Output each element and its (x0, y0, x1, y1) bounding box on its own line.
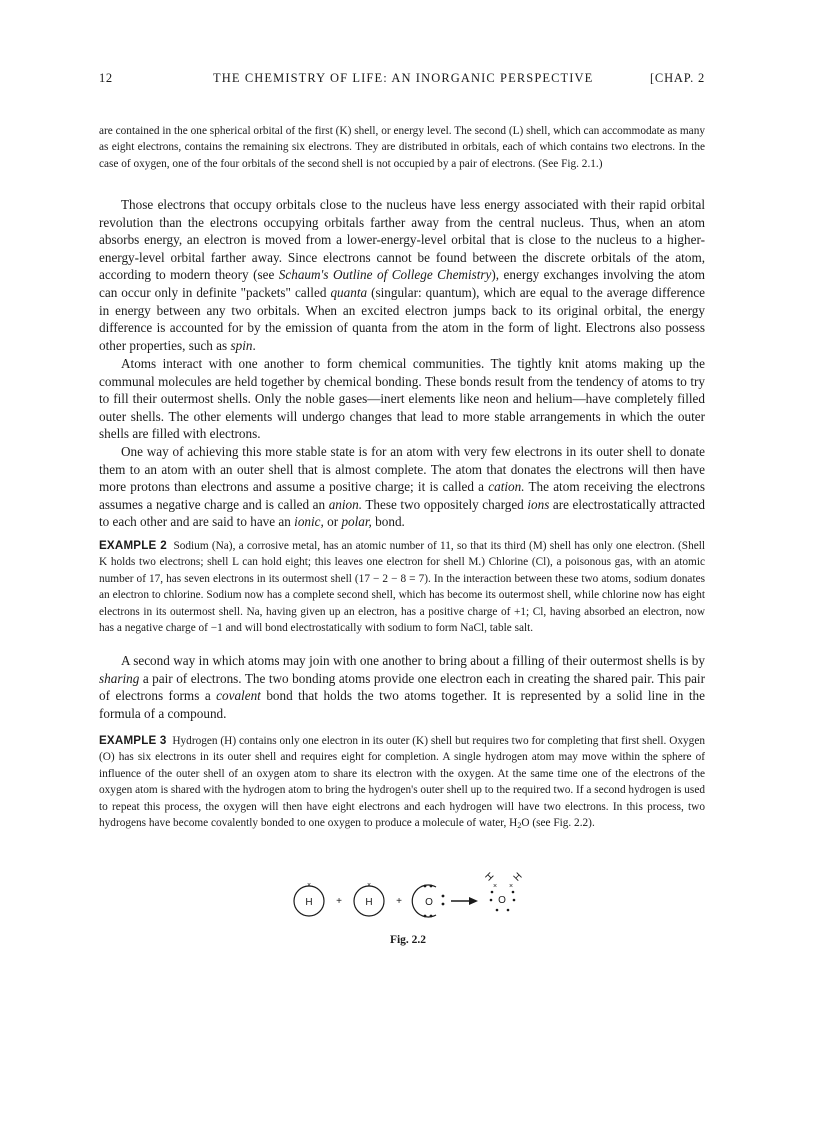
text-run: One way of achieving this more stable state is for an atom with very few electrons in its outer shell to donate them to an atom with an outer shell that is almost complete. The atom that donates the electrons will then have more protons than electrons and assume a positive charge; it is called a (99, 444, 705, 495)
reaction-arrow (451, 897, 478, 905)
text-run: O (see Fig. 2.2). (521, 817, 595, 830)
product-electron-dot (512, 891, 515, 894)
paragraph-covalent-bond (99, 652, 705, 722)
term-polar: polar, (341, 514, 372, 530)
term-anion: anion. (328, 496, 363, 512)
text-run: bond. (371, 514, 405, 530)
term-covalent: covalent (216, 688, 261, 704)
text-run: Those electrons that occupy orbitals close to the nucleus have less energy associated with their rapid orbital revolution than the electrons occupying orbitals farther away from the central nucleus. Thus, when an atom absorbs energy, an electron is moved from a lower-energy-level orbital that is close to the nucleus to a higher-energy-level orbital farther away. Since electrons cannot be found between the discrete orbitals of the atom, according to modern theory (see (99, 197, 705, 283)
water-formation-diagram (280, 862, 540, 942)
term-sharing: sharing (99, 670, 140, 686)
figure-caption: Fig. 2.2 (389, 934, 427, 946)
product-electron-dot (496, 909, 499, 912)
paragraph-text (99, 652, 705, 722)
hydrogen-symbol-1: H (305, 897, 313, 908)
example-text (99, 538, 705, 636)
term-ions: ions (527, 496, 550, 512)
electron-x-hydrogen-1: × (306, 882, 312, 889)
product-oxygen-symbol: O (498, 895, 506, 906)
paragraph-text (99, 443, 705, 531)
paragraph-chemical-bonding (99, 355, 705, 443)
plus-sign-1: + (336, 896, 342, 907)
product-electron-dot (507, 909, 510, 912)
chapter-label: [CHAP. 2 (649, 71, 705, 85)
text-run: A second way in which atoms may join with one another to bring about a filling of their outermost shells is by (121, 653, 705, 668)
text-run: are electrostatically attracted to each other and are said to have an (99, 496, 705, 530)
product-hydrogen-2: H (511, 870, 525, 884)
running-title: THE CHEMISTRY OF LIFE: AN INORGANIC PERSPECTIVE (213, 71, 594, 85)
oxygen-electron-dot (424, 885, 427, 888)
text-run: bond that holds the two atoms together. It is represented by a solid line in the formula of a compound. (99, 688, 705, 721)
subscript: 2 (517, 821, 522, 831)
electron-x-product-1: × (492, 883, 498, 890)
figure-2-2 (280, 862, 540, 942)
text-run: These two oppositely charged (362, 496, 528, 512)
paragraph-orbitals-energy (99, 196, 705, 354)
oxygen-electron-dot (442, 903, 445, 906)
text-run: or (323, 514, 342, 530)
example-2 (99, 538, 705, 636)
product-hydrogen-1: H (482, 870, 496, 884)
oxygen-electron-dot (442, 895, 445, 898)
text-run: Sodium (Na), a corrosive metal, has an atomic number of 11, so that its third (M) shell has only one electron. (Shell K holds two electrons; shell L can hold eight; this leaves one electron for shell M.) Chlorine (Cl), a poisonous gas, with an atomic number of 17, has seven electrons in its outermost shell (17 − 2 − 8 = 7). In the interaction between these two atoms, sodium donates an electron to chlorine. Sodium now has a complete second shell, which has become its outermost shell, while chlorine now has eight electrons in its outermost shell. Na, having given up an electron, has a positive charge of +1; Cl, having absorbed an electron, now has a negative charge of −1 and will bond electrostatically with sodium to form NaCl, table salt. (99, 540, 706, 635)
example-text (99, 733, 705, 831)
text-run: Hydrogen (H) contains only one electron in its outer (K) shell but requires two for completing that first shell. Oxygen (O) has six electrons in its outer shell and requires eight for completion. A single hydrogen atom may move within the sphere of influence of the outer shell of an oxygen atom to share its electron with the oxygen. At the same time one of the electrons of the oxygen atom is shared with the hydrogen atom to bring the hydrogen's outer shell up to the required two. If a second hydrogen is used to repeat this process, the oxygen will then have eight electrons and each hydrogen will have two electrons. In this process, two hydrogens have become covalently bonded to one oxygen to produce a molecule of water, H (99, 735, 705, 830)
paragraph-ionic-bond (99, 443, 705, 531)
paragraph-continuation (99, 123, 705, 172)
product-electron-dot (513, 899, 516, 902)
electron-x-hydrogen-2: × (366, 882, 372, 889)
example-label: EXAMPLE 3 (99, 734, 167, 747)
text-run: ), energy exchanges involving the atom can occur only in definite "packets" called (99, 267, 705, 300)
paragraph-text: Atoms interact with one another to form chemical communities. The tightly knit atoms making up the communal molecules are held together by chemical bonding. These bonds result from the tendency of atoms to try to fill their outermost shells. Only the noble gases—inert elements like neon and helium—have completely filled outer shells. The other elements will undergo changes that lead to more stable arrangements in which the outer shells are filled with electrons. (99, 356, 705, 442)
text-run: a pair of electrons. The two bonding atoms provide one electron each in creating the shared pair. This pair of electrons forms a (99, 670, 705, 704)
term-cation: cation. (488, 479, 525, 495)
oxygen-symbol: O (425, 897, 433, 908)
paragraph-text (99, 196, 705, 354)
plus-sign-2: + (396, 896, 402, 907)
oxygen-electron-dot (424, 915, 427, 918)
page-number: 12 (99, 71, 113, 85)
paragraph-text: are contained in the one spherical orbital of the first (K) shell, or energy level. The second (L) shell, which can accommodate as many as eight electrons, contains the remaining six electrons. They are distributed in orbitals, each of which contains two electrons. In the case of oxygen, one of the four orbitals of the second shell is not occupied by a pair of electrons. (See Fig. 2.1.) (99, 125, 705, 170)
hydrogen-symbol-2: H (365, 897, 373, 908)
term-ionic: ionic, (294, 514, 324, 530)
oxygen-electron-dot (430, 885, 433, 888)
term-quanta: quanta (330, 284, 368, 300)
product-electron-dot (491, 891, 494, 894)
text-run: The atom receiving the electrons assumes a negative charge and is called an (99, 479, 705, 512)
example-3 (99, 733, 705, 831)
oxygen-electron-dot (430, 915, 433, 918)
product-electron-dot (490, 899, 493, 902)
text-run: (singular: quantum), which are equal to the average difference in energy between any two orbitals. When an excited electron jumps back to its original orbital, the energy difference is accounted for by the emission of quanta from the atom in the form of light. Electrons also possess other properties, such as (99, 284, 705, 353)
example-label: EXAMPLE 2 (99, 539, 167, 552)
book-reference: Schaum's Outline of College Chemistry (278, 267, 492, 283)
electron-x-product-2: × (508, 883, 514, 890)
term-spin: spin (230, 337, 253, 353)
text-run: . (252, 337, 256, 353)
